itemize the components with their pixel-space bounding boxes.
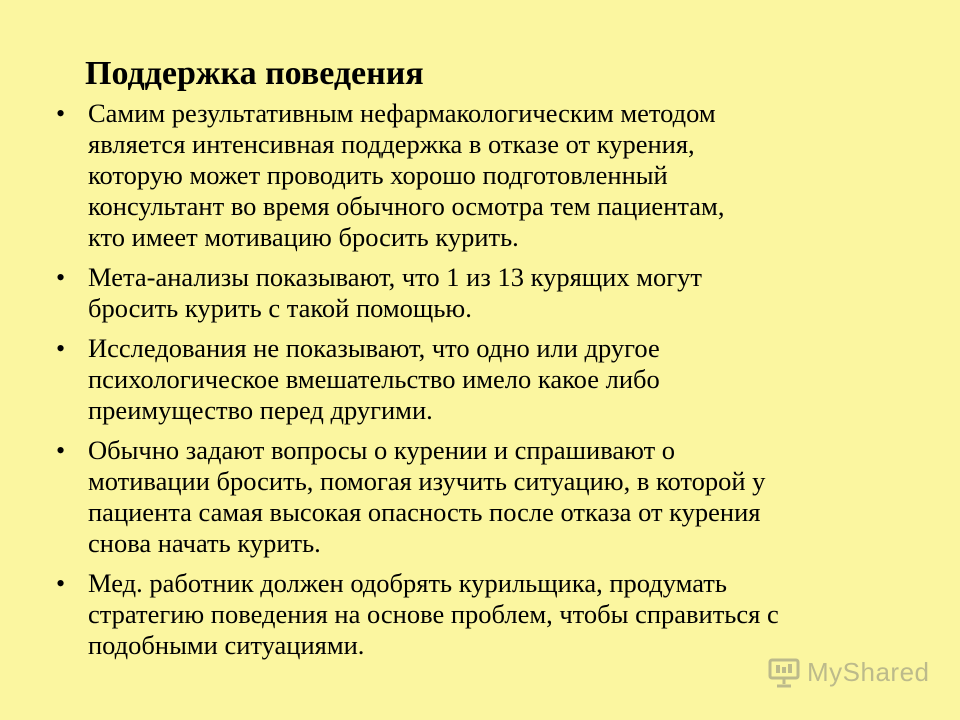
slide-title: Поддержка поведения	[85, 55, 424, 92]
bullet-line: Обычно задают вопросы о курении и спрашивают о	[88, 435, 676, 465]
watermark-text: MyShared	[807, 656, 930, 687]
bullet-text	[88, 333, 960, 426]
bullet-line: кто имеет мотивацию бросить курить.	[88, 222, 519, 252]
bullet-item-4	[0, 435, 960, 559]
bullet-text	[88, 568, 960, 661]
bullet-list	[0, 98, 960, 670]
bullet-line: Самим результативным нефармакологическим методом	[88, 98, 716, 128]
bullet-item-1	[0, 98, 960, 253]
bullet-line: мотивации бросить, помогая изучить ситуацию, в которой у	[88, 466, 766, 496]
bullet-line: которую может проводить хорошо подготовленный	[88, 160, 668, 190]
bullet-line: Мета-анализы показывают, что 1 из 13 курящих могут	[88, 262, 702, 292]
bullet-item-5	[0, 568, 960, 661]
presentation-board-icon	[767, 656, 801, 688]
bullet-item-3	[0, 333, 960, 426]
bullet-line: стратегию поведения на основе проблем, чтобы справиться с	[88, 599, 779, 629]
bullet-marker: •	[56, 263, 66, 292]
bullet-marker: •	[56, 334, 66, 363]
bullet-line: Исследования не показывают, что одно или другое	[88, 333, 660, 363]
bullet-marker: •	[56, 99, 66, 128]
bullet-line: подобными ситуациями.	[88, 630, 365, 660]
bullet-text	[88, 98, 960, 253]
watermark	[767, 656, 930, 688]
bullet-line: пациента самая высокая опасность после отказа от курения	[88, 497, 761, 527]
bullet-text	[88, 435, 960, 559]
bullet-marker: •	[56, 569, 66, 598]
bullet-text	[88, 262, 960, 324]
bullet-line: является интенсивная поддержка в отказе от курения,	[88, 129, 695, 159]
bullet-marker: •	[56, 436, 66, 465]
bullet-line: Мед. работник должен одобрять курильщика, продумать	[88, 568, 727, 598]
bullet-line: консультант во время обычного осмотра тем пациентам,	[88, 191, 725, 221]
bullet-line: преимущество перед другими.	[88, 395, 433, 425]
bullet-line: снова начать курить.	[88, 528, 321, 558]
bullet-line: бросить курить с такой помощью.	[88, 293, 472, 323]
bullet-item-2	[0, 262, 960, 324]
bullet-line: психологическое вмешательство имело какое либо	[88, 364, 660, 394]
